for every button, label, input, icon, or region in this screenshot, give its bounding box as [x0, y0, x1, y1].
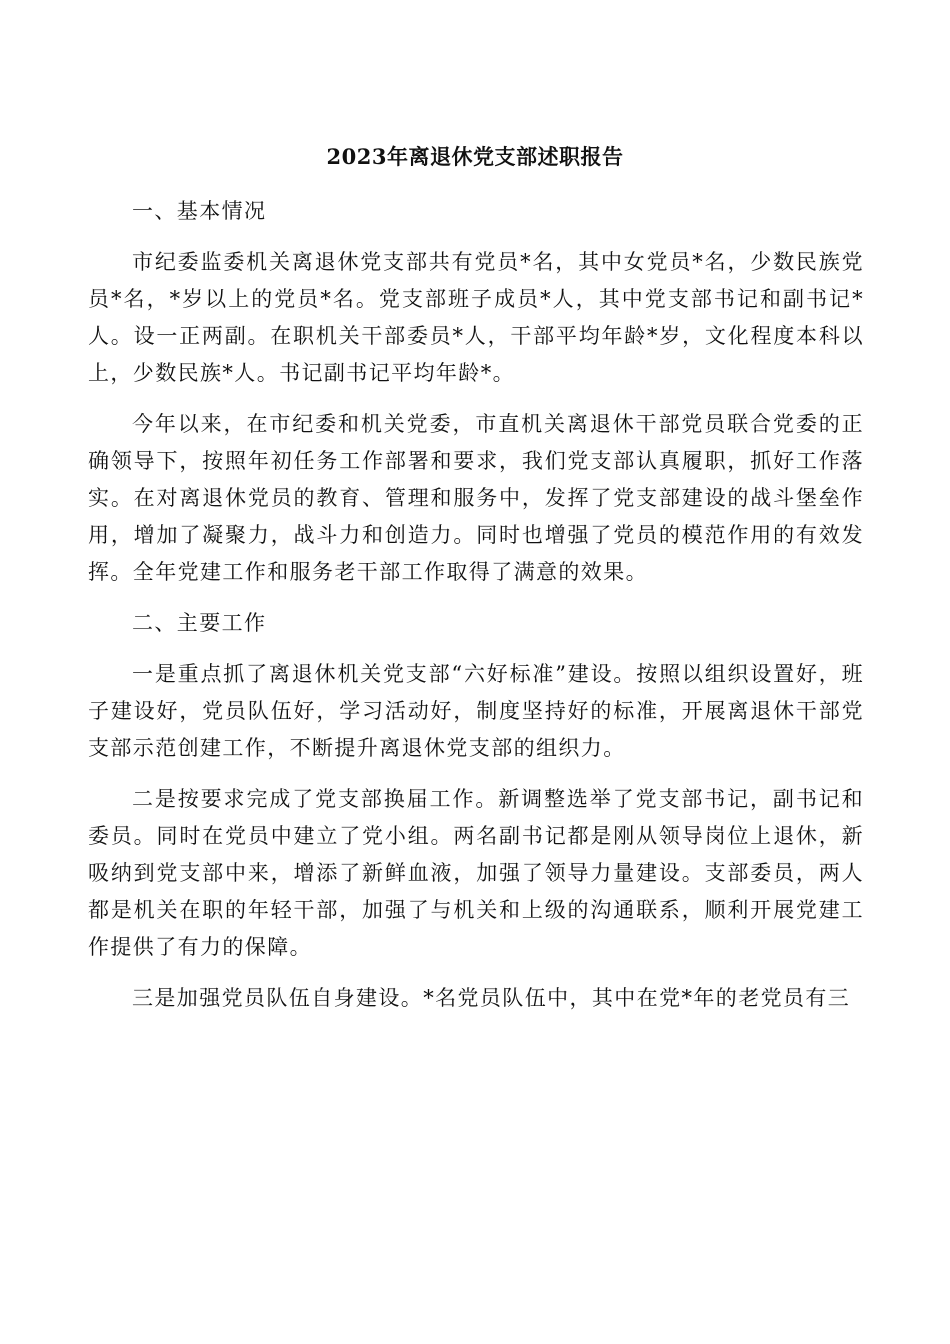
paragraph-work-item-1: 一是重点抓了离退休机关党支部“六好标准”建设。按照以组织设置好，班子建设好，党员队伍好，学习活动好，制度坚持好的标准，开展离退休干部党支部示范创建工作，不断提升离退休党支部的组织力。 — [88, 662, 864, 760]
section-heading-main-work: 二、主要工作 — [132, 611, 267, 635]
paragraph-membership: 市纪委监委机关离退休党支部共有党员*名，其中女党员*名，少数民族党员*名，*岁以上的党员*名。党支部班子成员*人，其中党支部书记和副书记*人。设一正两副。在职机关干部委员*人，干部平均年龄*岁，文化程度本科以上，少数民族*人。书记副书记平均年龄*。 — [88, 250, 864, 385]
paragraph-work-item-2: 二是按要求完成了党支部换届工作。新调整选举了党支部书记，副书记和委员。同时在党员中建立了党小组。两名副书记都是刚从领导岗位上退休，新吸纳到党支部中来，增添了新鲜血液，加强了领导力量建设。支部委员，两人都是机关在职的年轻干部，加强了与机关和上级的沟通联系，顺利开展党建工作提供了有力的保障。 — [88, 787, 864, 959]
paragraph-work-item-3: 三是加强党员队伍自身建设。*名党员队伍中，其中在党*年的老党员有三 — [132, 986, 851, 1010]
document-title: 2023年离退休党支部述职报告 — [326, 144, 624, 169]
section-heading-basic-situation: 一、基本情况 — [132, 199, 267, 223]
document-body — [88, 193, 864, 1031]
paragraph-overview: 今年以来，在市纪委和机关党委，市直机关离退休干部党员联合党委的正确领导下，按照年初任务工作部署和要求，我们党支部认真履职，抓好工作落实。在对离退休党员的教育、管理和服务中，发挥了党支部建设的战斗堡垒作用，增加了凝聚力，战斗力和创造力。同时也增强了党员的模范作用的有效发挥。全年党建工作和服务老干部工作取得了满意的效果。 — [88, 412, 864, 584]
